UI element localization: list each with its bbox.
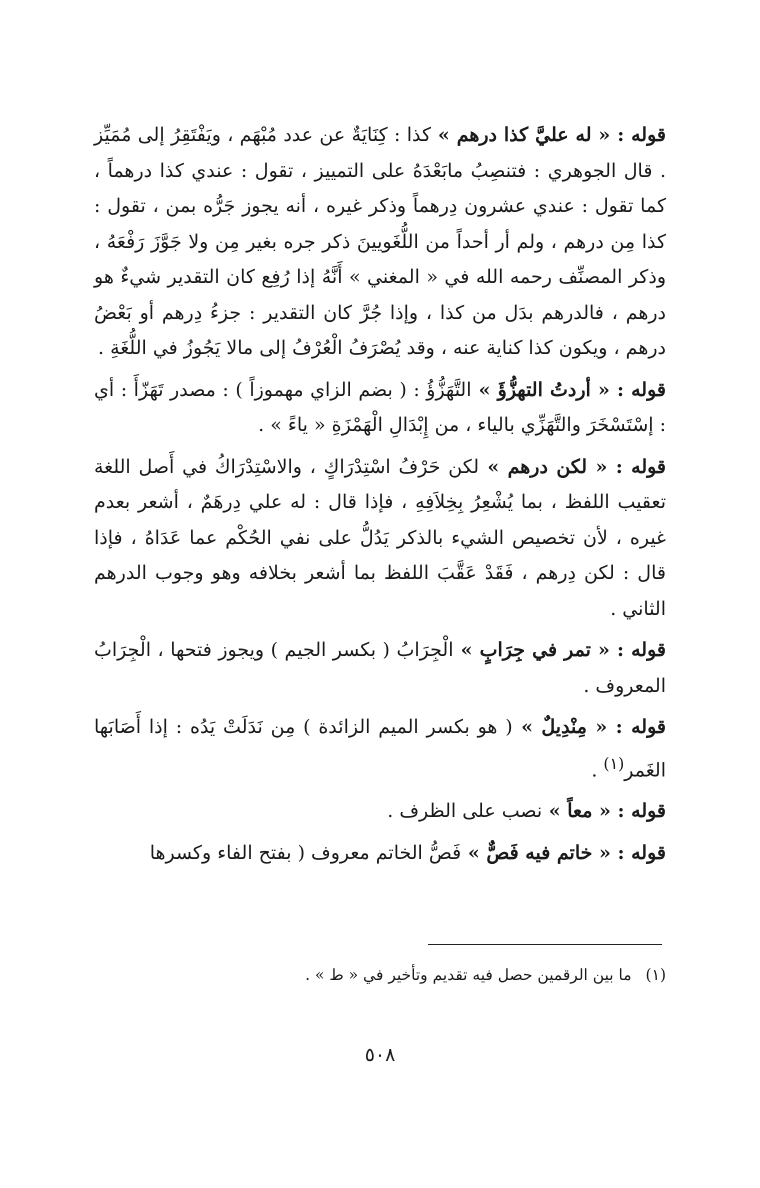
paragraph-text: الْجِرَابُ ( بكسر الجيم ) ويجوز فتحها ، الْجِرَابُ المعروف . [94,639,666,697]
paragraph-text: التَّهَزُّؤُ : ( بضم الزاي مهموزاً ) : مصدر تَهَزّأَ : أي : إسْتَسْخَرَ والتَّهَزِّي بالياء ، من إِبْدَالِ الْهَمْزَةِ « ياءً » . [94,378,666,436]
paragraph-lead: قوله : « خاتم فيه فَصٌّ » [461,841,666,864]
paragraph-lead: قوله : « مِنْدِيلٌ » [512,716,666,738]
paragraph-mindil [94,710,666,788]
paragraph-text: فَصُّ الخاتم معروف ( بفتح الفاء وكسرها [149,841,462,864]
paragraph-text: كذا : كِنَايَةٌ عن عدد مُبْهَم ، ويَفْتَقِرُ إلى مُمَيِّز . قال الجوهري : فتنصِبُ مابَعْدَهُ على التمييز ، تقول : عندي كذا درهماً ، كما تقول : عندي عشرون دِرهماً وذكر غيره ، أنه يجوز جَرُّه بمن ، تقول : كذا مِن درهم ، ولم أر أحداً من اللُّغَويينَ ذكر جره بغير مِن ولا جَوَّزَ رَفْعَهُ ، وذكر المصنِّف رحمه الله في « المغني » أَنَّهُ إذا رُفِع كان التقدير شيءٌ هو درهم ، فالدرهم بدَل من كذا ، وإذا جُرَّ كان التقدير : جزءُ دِرهم أو بَعْضُ درهم ، ويكون كذا كناية عنه ، وقد يُصْرَفُ الْعُرْفُ إلى مالا يَجُوزُ في اللُّغَةِ . [94,124,666,359]
paragraph-text: ( هو بكسر الميم الزائدة ) مِن نَدَلَتْ يَدُه : إذا أَصَابَها الغَمر [94,716,666,781]
paragraph-tahazzu [94,373,666,444]
footnote-reference: (١) [603,753,625,773]
paragraph-text: نصب على الظرف . [387,800,543,823]
paragraph-khatim [94,836,666,872]
paragraph-lead: قوله : « لكن درهم » [478,455,667,478]
paragraph-kadha [94,118,666,367]
paragraph-lead: قوله : « أردتُ التهزُّؤَ » [471,378,666,401]
paragraph-jirab [94,633,666,704]
paragraph-lead: قوله : « تمر في جِرَابٍ » [453,639,666,661]
paragraph-lakin [94,450,666,628]
footnote [94,962,666,988]
paragraph-lead: قوله : « له عليَّ كذا درهم » [431,124,666,146]
paragraph-maan [94,794,666,830]
paragraph-text: لكن حَرْفُ اسْتِدْرَاكٍ ، والاسْتِدْرَاكُ في أَصل اللغة تعقيب اللفظ ، بما يُشْعِرُ بِخِلاَفِهِ ، فإذا قال : له علي دِرهَمٌ ، أشعر بعدم غيره ، لأن تخصيص الشيء بالذكر يَدُلُّ على نفي الحُكْم عما عَدَاهُ ، فإذا قال : لكن دِرهم ، فَقَدْ عَقَّبَ اللفظ بما أشعر بخلافه وهو وجوب الدرهم الثاني . [94,455,666,620]
page-number: ٥٠٨ [364,1044,396,1066]
footnote-divider [428,944,662,945]
main-text [94,118,666,871]
paragraph-tail: . [591,758,604,781]
footnote-number: (١) [645,966,666,984]
footnote-text: ما بين الرقمين حصل فيه تقديم وتأخير في « ط » . [305,966,632,984]
paragraph-lead: قوله : « معاً » [542,800,666,823]
